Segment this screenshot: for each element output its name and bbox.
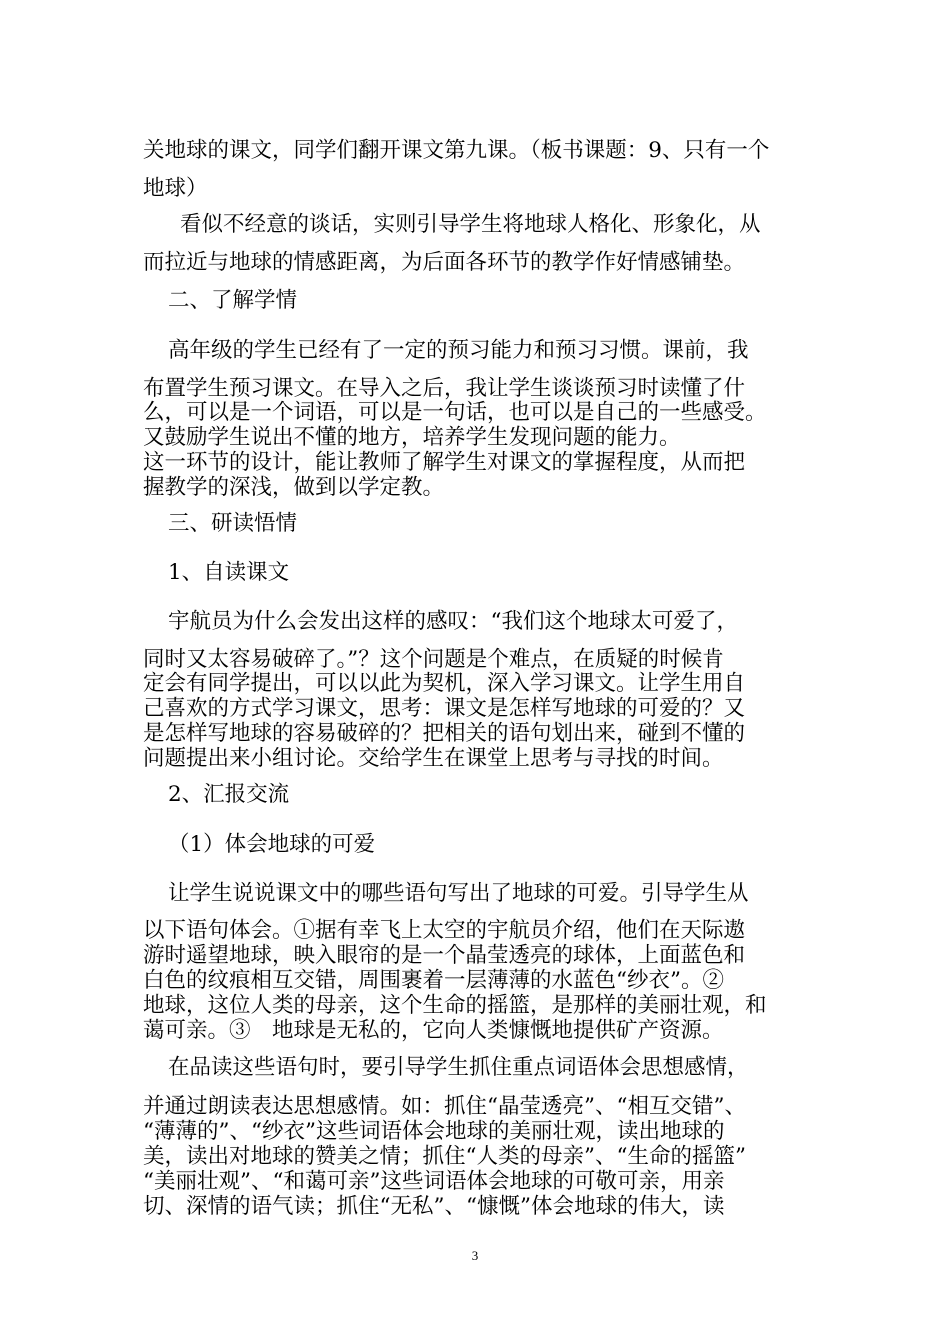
subsection-heading: 1、自读课文 <box>168 560 290 585</box>
body-text-line: 切、深情的语气读；抓住“无私”、“慷慨”体会地球的伟大，读 <box>143 1194 725 1219</box>
section-heading: 二、了解学情 <box>168 288 298 313</box>
body-text-line: 并通过朗读表达思想感情。如：抓住“晶莹透亮”、“相互交错”、 <box>143 1094 746 1119</box>
body-text-line: 握教学的深浅，做到以学定教。 <box>143 475 445 500</box>
body-text-line: 么，可以是一个词语，可以是一句话，也可以是自己的一些感受。 <box>143 400 767 425</box>
body-text-line: 而拉近与地球的情感距离，为后面各环节的教学作好情感铺垫。 <box>143 250 746 275</box>
body-text-line: 是怎样写地球的容易破碎的？把相关的语句划出来，碰到不懂的 <box>143 721 746 746</box>
body-text-line: 蔼可亲。③ 地球是无私的，它向人类慷慨地提供矿产资源。 <box>143 1018 724 1043</box>
section-heading: 三、研读悟情 <box>168 511 298 536</box>
body-text-line: 地球） <box>143 176 208 201</box>
body-text-line: 让学生说说课文中的哪些语句写出了地球的可爱。引导学生从 <box>168 881 749 906</box>
body-text-line: “美丽壮观”、“和蔼可亲”这些词语体会地球的可敬可亲，用亲 <box>143 1169 725 1194</box>
body-text-line: “薄薄的”、“纱衣”这些词语体会地球的美丽壮观，读出地球的 <box>143 1119 725 1144</box>
body-text-line: 高年级的学生已经有了一定的预习能力和预习习惯。课前，我 <box>168 338 749 363</box>
body-text-line: 问题提出来小组讨论。交给学生在课堂上思考与寻找的时间。 <box>143 746 724 771</box>
body-text-line: 以下语句体会。①据有幸飞上太空的宇航员介绍，他们在天际遨 <box>143 918 746 943</box>
body-text-line: 这一环节的设计，能让教师了解学生对课文的掌握程度，从而把 <box>143 450 746 475</box>
body-text-line: 地球，这位人类的母亲，这个生命的摇篮，是那样的美丽壮观，和 <box>143 993 767 1018</box>
body-text-line: 关地球的课文，同学们翻开课文第九课。（板书课题：9、只有一个 <box>143 138 770 163</box>
body-text-line: 同时又太容易破碎了。”？这个问题是个难点，在质疑的时候肯 <box>143 647 724 672</box>
body-text-line: 美，读出对地球的赞美之情；抓住“人类的母亲”、“生命的摇篮” <box>143 1144 746 1169</box>
body-text-line: 又鼓励学生说出不懂的地方，培养学生发现问题的能力。 <box>143 425 681 450</box>
subsection-heading: 2、汇报交流 <box>168 782 290 807</box>
body-text-line: 白色的纹痕相互交错，周围裹着一层薄薄的水蓝色“纱衣”。② <box>143 968 724 993</box>
body-text-line: 己喜欢的方式学习课文，思考：课文是怎样写地球的可爱的？又 <box>143 696 746 721</box>
body-text-line: 游时遥望地球，映入眼帘的是一个晶莹透亮的球体，上面蓝色和 <box>143 943 746 968</box>
body-text-line: 布置学生预习课文。在导入之后，我让学生谈谈预习时读懂了什 <box>143 376 746 401</box>
subsection-heading: （1）体会地球的可爱 <box>168 832 376 857</box>
page-number: 3 <box>471 1248 479 1263</box>
body-text-line: 宇航员为什么会发出这样的感叹：“我们这个地球太可爱了， <box>168 609 738 634</box>
body-text-line: 在品读这些语句时，要引导学生抓住重点词语体会思想感情， <box>168 1055 749 1080</box>
body-text-line: 看似不经意的谈话，实则引导学生将地球人格化、形象化，从 <box>180 212 761 237</box>
body-text-line: 定会有同学提出，可以以此为契机，深入学习课文。让学生用自 <box>143 671 746 696</box>
